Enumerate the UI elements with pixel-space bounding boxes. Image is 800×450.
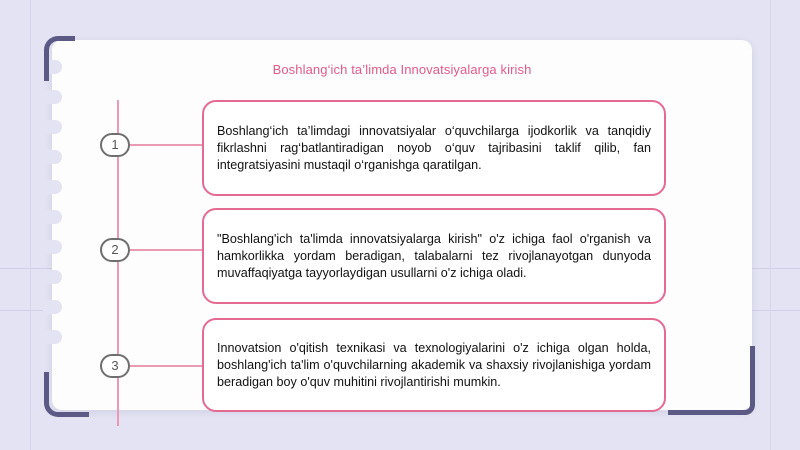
binding-hole — [42, 90, 62, 104]
step-number-3: 3 — [100, 354, 130, 378]
binding-hole — [42, 330, 62, 344]
timeline-connector — [130, 249, 202, 251]
timeline-connector — [130, 365, 202, 367]
binding-hole — [42, 180, 62, 194]
binding-hole — [42, 150, 62, 164]
corner-bracket-bottom-left — [44, 372, 89, 417]
step-card-2 — [202, 208, 666, 304]
corner-bracket-bottom-right — [668, 346, 755, 415]
binding-hole — [42, 300, 62, 314]
slide-title: Boshlang‘ich ta’limda Innovatsiyalarga kirish — [272, 62, 532, 77]
background-gridline — [770, 0, 771, 450]
step-number-1: 1 — [100, 133, 130, 157]
binding-hole — [42, 210, 62, 224]
step-text-3: Innovatsion o'qitish texnikasi va texnologiyalarini o'z ichiga olgan holda, boshlang'ich ta'lim o'quvchilarning akademik va shaxsiy rivojlanishiga yordam beradigan boy o'quv muhitini rivojlantirishi mumkin. — [217, 340, 651, 389]
binding-hole — [42, 270, 62, 284]
binding-hole — [42, 120, 62, 134]
step-text-2: "Boshlang'ich ta'limda innovatsiyalarga kirish" o'z ichiga faol o'rganish va hamkorlikka yordam beradigan, talabalarni tez rivojlanayotgan dunyoda muvaffaqiyatga tayyorlaydigan usullarni o'z ichiga oladi. — [217, 231, 651, 280]
background-gridline — [30, 0, 31, 450]
step-card-1 — [202, 100, 666, 196]
step-text-1: Boshlang‘ich ta’limdagi innovatsiyalar o‘quvchilarga ijodkorlik va tanqidiy fikrlashni rag‘batlantiradigan noyob o‘quv tajribasini taklif qilib, fan integratsiyasini mustaqil o‘rganishga qaratilgan. — [217, 123, 651, 172]
step-card-3 — [202, 318, 666, 412]
binding-hole — [42, 240, 62, 254]
step-number-2: 2 — [100, 238, 130, 262]
timeline-connector — [130, 144, 202, 146]
notebook-binding-holes — [42, 60, 62, 360]
